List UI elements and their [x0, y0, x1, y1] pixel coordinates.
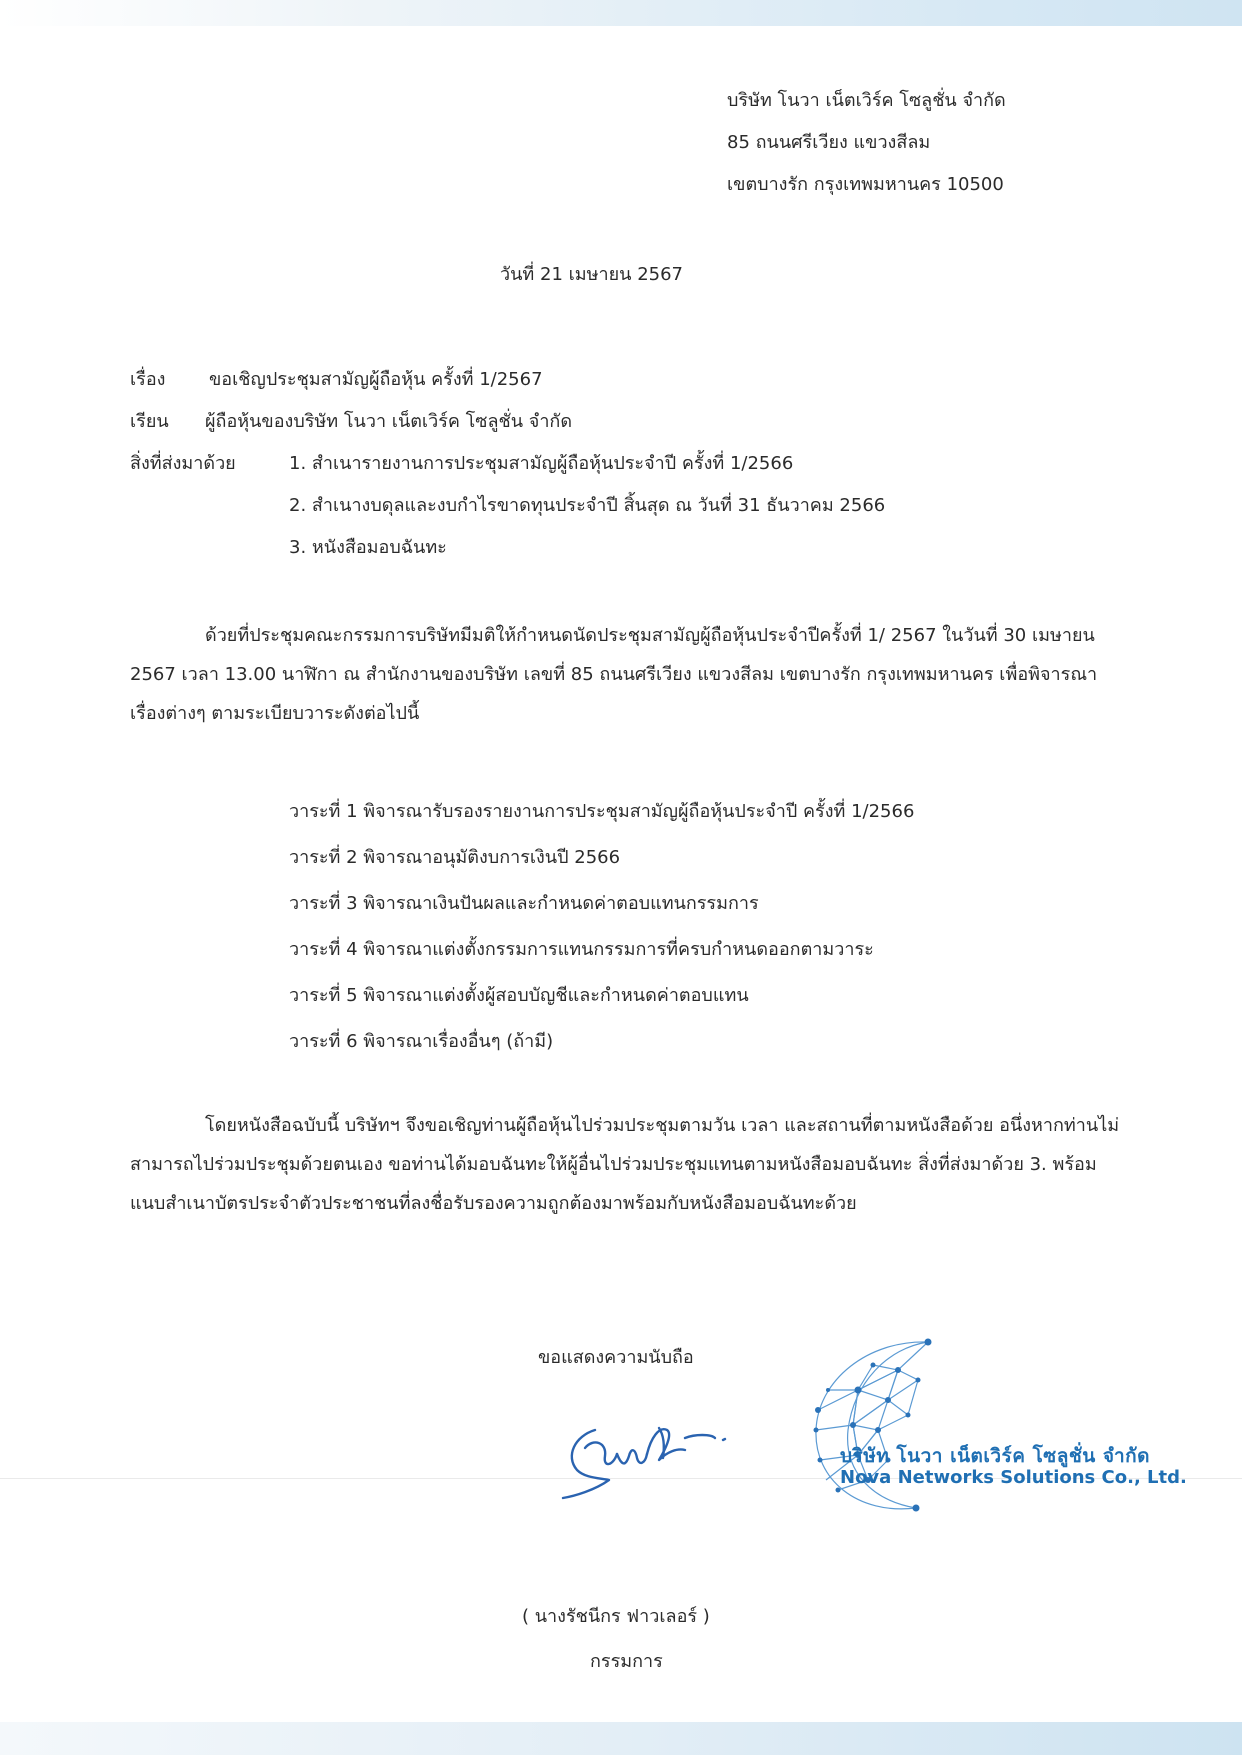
sender-address-line-1: บริษัท โนวา เน็ตเวิร์ค โซลูชั่น จำกัด: [727, 90, 1006, 111]
company-seal-name-en: [840, 1467, 1187, 1488]
regards-text: ขอแสดงความนับถือ: [538, 1347, 694, 1368]
scan-edge-bottom: [0, 1722, 1242, 1755]
company-seal-name-en-text: Nova Networks Solutions Co., Ltd.: [840, 1467, 1187, 1488]
intro-paragraph: [130, 616, 1130, 733]
agenda-item-1: วาระที่ 1 พิจารณารับรองรายงานการประชุมสามัญผู้ถือหุ้นประจำปี ครั้งที่ 1/2566: [289, 801, 915, 822]
recipient-text: ผู้ถือหุ้นของบริษัท โนวา เน็ตเวิร์ค โซลูชั่น จำกัด: [205, 411, 573, 432]
scan-edge-top: [0, 0, 1242, 26]
signatory-title: กรรมการ: [590, 1651, 663, 1672]
subject-text: ขอเชิญประชุมสามัญผู้ถือหุ้น ครั้งที่ 1/2567: [209, 369, 543, 390]
agenda-item-2: วาระที่ 2 พิจารณาอนุมัติงบการเงินปี 2566: [289, 847, 621, 868]
handwritten-signature: [555, 1408, 755, 1508]
agenda-item-3: วาระที่ 3 พิจารณาเงินปันผลและกำหนดค่าตอบแทนกรรมการ: [289, 893, 759, 914]
signatory-name: ( นางรัชนีกร ฟาวเลอร์ ): [522, 1606, 710, 1627]
closing-paragraph-text: โดยหนังสือฉบับนี้ บริษัทฯ จึงขอเชิญท่านผู้ถือหุ้นไปร่วมประชุมตามวัน เวลา และสถานที่ตามหนังสือด้วย อนึ่งหากท่านไม่สามารถไปร่วมประชุมด้วยตนเอง ขอท่านได้มอบฉันทะให้ผู้อื่นไปร่วมประชุมแทนตามหนังสือมอบฉันทะ สิ่งที่ส่งมาด้วย 3. พร้อมแนบสำเนาบัตรประจำตัวประชาชนที่ลงชื่อรับรองความถูกต้องมาพร้อมกับหนังสือมอบฉันทะด้วย: [130, 1115, 1120, 1214]
agenda-item-5: วาระที่ 5 พิจารณาแต่งตั้งผู้สอบบัญชีและกำหนดค่าตอบแทน: [289, 985, 749, 1006]
enclosure-item-2: 2. สำเนางบดุลและงบกำไรขาดทุนประจำปี สิ้นสุด ณ วันที่ 31 ธันวาคม 2566: [289, 495, 886, 516]
intro-paragraph-text: ด้วยที่ประชุมคณะกรรมการบริษัทมีมติให้กำหนดนัดประชุมสามัญผู้ถือหุ้นประจำปีครั้งที่ 1/ 2567 ในวันที่ 30 เมษายน 2567 เวลา 13.00 นาฬิกา ณ สำนักงานของบริษัท เลขที่ 85 ถนนศรีเวียง แขวงสีลม เขตบางรัก กรุงเทพมหานคร เพื่อพิจารณาเรื่องต่างๆ ตามระเบียบวาระดังต่อไปนี้: [130, 625, 1098, 724]
recipient-label: เรียน: [130, 411, 169, 432]
sender-address-line-3: เขตบางรัก กรุงเทพมหานคร 10500: [727, 174, 1004, 195]
enclosure-item-1: 1. สำเนารายงานการประชุมสามัญผู้ถือหุ้นประจำปี ครั้งที่ 1/2566: [289, 453, 794, 474]
sender-address-line-2: 85 ถนนศรีเวียง แขวงสีลม: [727, 132, 931, 153]
letter-date: วันที่ 21 เมษายน 2567: [500, 264, 683, 285]
agenda-item-6: วาระที่ 6 พิจารณาเรื่องอื่นๆ (ถ้ามี): [289, 1031, 554, 1052]
agenda-item-4: วาระที่ 4 พิจารณาแต่งตั้งกรรมการแทนกรรมการที่ครบกำหนดออกตามวาระ: [289, 939, 874, 960]
enclosure-item-3: 3. หนังสือมอบฉันทะ: [289, 537, 447, 558]
closing-paragraph: [130, 1106, 1130, 1223]
subject-label: เรื่อง: [130, 369, 166, 390]
company-seal-name-th-text: บริษัท โนวา เน็ตเวิร์ค โซลูชั่น จำกัด: [840, 1445, 1150, 1467]
company-logo-network-globe: [798, 1330, 958, 1520]
enclosures-label: สิ่งที่ส่งมาด้วย: [130, 453, 236, 474]
